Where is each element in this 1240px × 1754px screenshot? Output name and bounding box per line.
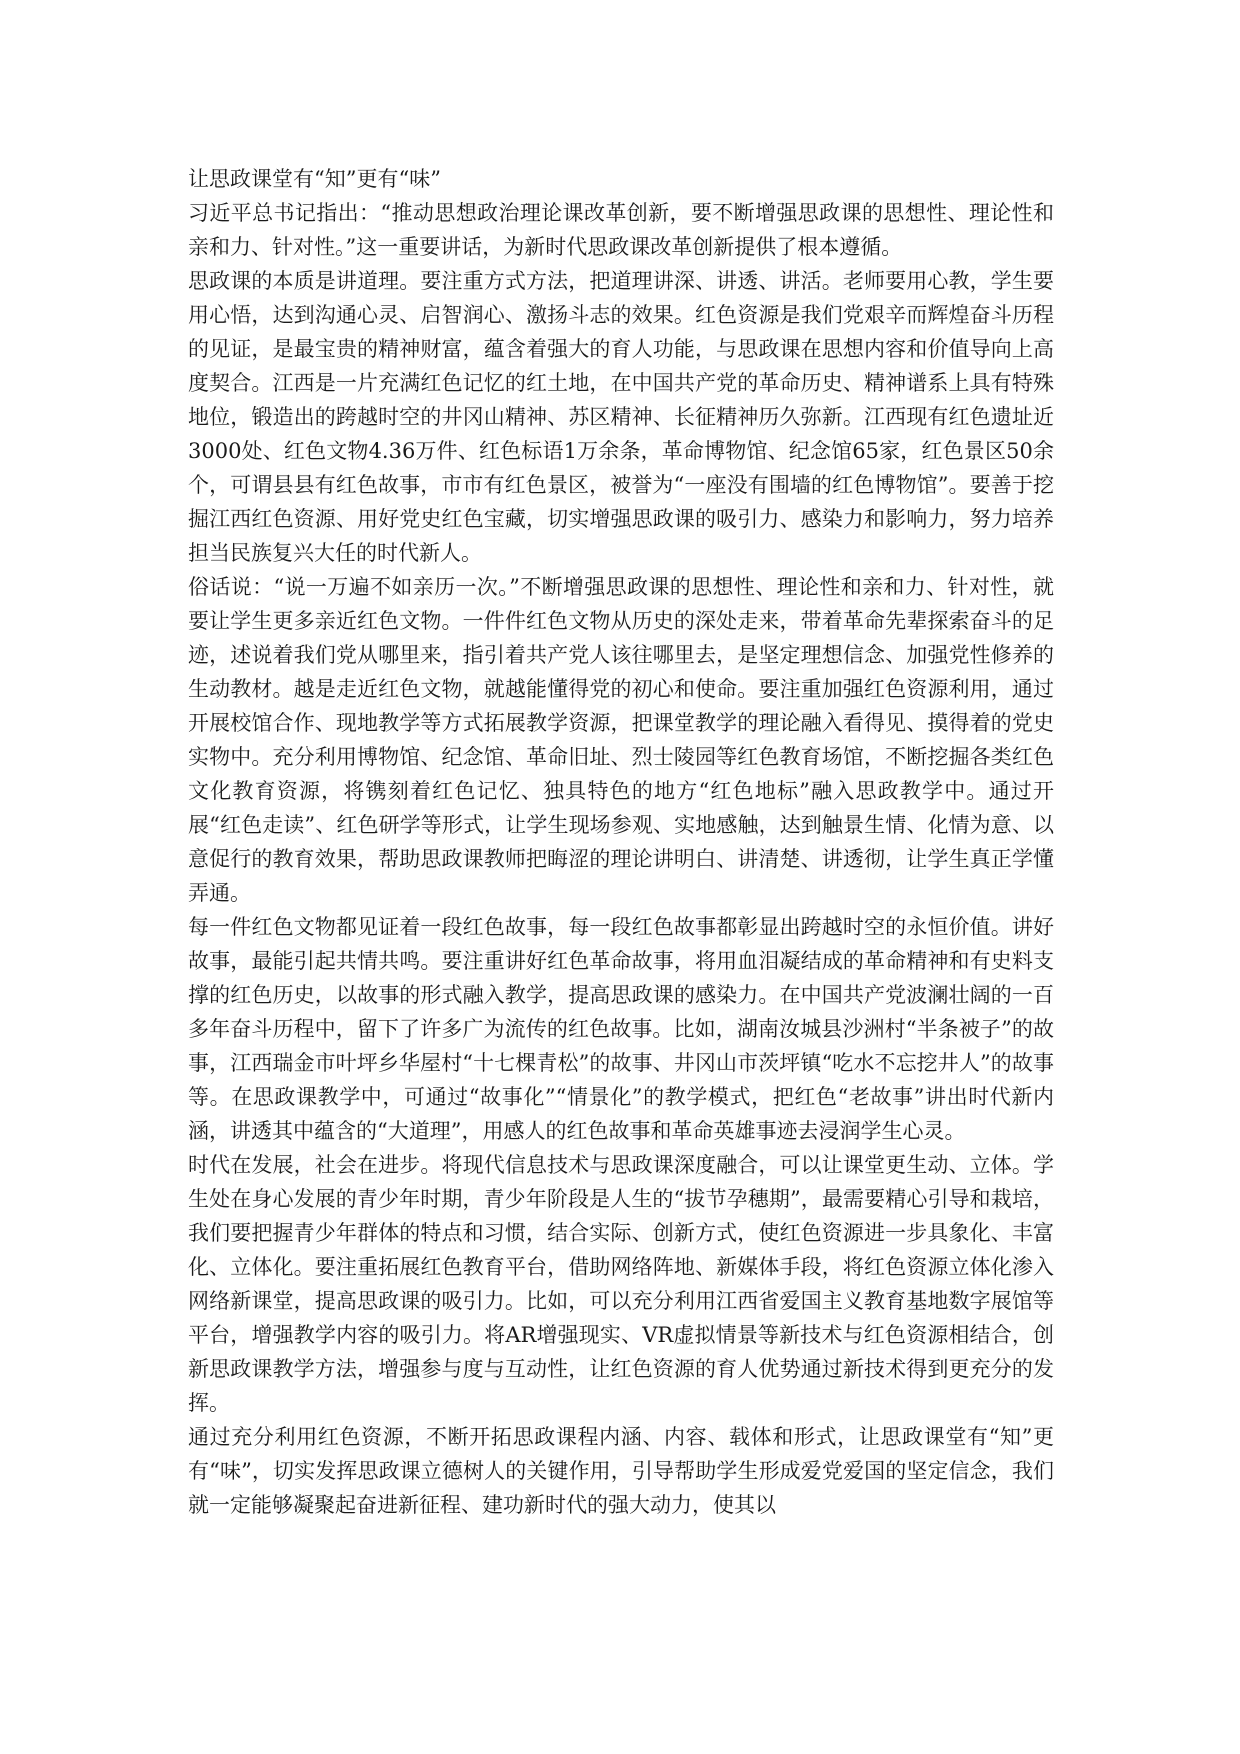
paragraph-2: 思政课的本质是讲道理。要注重方式方法，把道理讲深、讲透、讲活。老师要用心教，学生要用心悟，达到沟通心灵、启智润心、激扬斗志的效果。红色资源是我们党艰辛而辉煌奋斗历程的见证，是最宝贵的精神财富，蕴含着强大的育人功能，与思政课在思想内容和价值导向上高度契合。江西是一片充满红色记忆的红土地，在中国共产党的革命历史、精神谱系上具有特殊地位，锻造出的跨越时空的井冈山精神、苏区精神、长征精神历久弥新。江西现有红色遗址近3000处、红色文物4.36万件、红色标语1万余条，革命博物馆、纪念馆65家，红色景区50余个，可谓县县有红色故事，市市有红色景区，被誉为“一座没有围墙的红色博物馆”。要善于挖掘江西红色资源、用好党史红色宝藏，切实增强思政课的吸引力、感染力和影响力，努力培养担当民族复兴大任的时代新人。 [188, 269, 1054, 565]
paragraph-1: 习近平总书记指出：“推动思想政治理论课改革创新，要不断增强思政课的思想性、理论性和亲和力、针对性。”这一重要讲话，为新时代思政课改革创新提供了根本遵循。 [188, 201, 1054, 259]
paragraph-6: 通过充分利用红色资源，不断开拓思政课程内涵、内容、载体和形式，让思政课堂有“知”更有“味”，切实发挥思政课立德树人的关键作用，引导帮助学生形成爱党爱国的坚定信念，我们就一定能够凝聚起奋进新征程、建功新时代的强大动力，使其以 [188, 1425, 1054, 1517]
document-page [188, 162, 1054, 1522]
document-title: 让思政课堂有“知”更有“味” [188, 167, 441, 191]
paragraph-5: 时代在发展，社会在进步。将现代信息技术与思政课深度融合，可以让课堂更生动、立体。学生处在身心发展的青少年时期，青少年阶段是人生的“拔节孕穗期”，最需要精心引导和栽培，我们要把握青少年群体的特点和习惯，结合实际、创新方式，使红色资源进一步具象化、丰富化、立体化。要注重拓展红色教育平台，借助网络阵地、新媒体手段，将红色资源立体化渗入网络新课堂，提高思政课的吸引力。比如，可以充分利用江西省爱国主义教育基地数字展馆等平台，增强教学内容的吸引力。将AR增强现实、VR虚拟情景等新技术与红色资源相结合，创新思政课教学方法，增强参与度与互动性，让红色资源的育人优势通过新技术得到更充分的发挥。 [188, 1153, 1054, 1415]
paragraph-3: 俗话说：“说一万遍不如亲历一次。”不断增强思政课的思想性、理论性和亲和力、针对性，就要让学生更多亲近红色文物。一件件红色文物从历史的深处走来，带着革命先辈探索奋斗的足迹，述说着我们党从哪里来，指引着共产党人该往哪里去，是坚定理想信念、加强党性修养的生动教材。越是走近红色文物，就越能懂得党的初心和使命。要注重加强红色资源利用，通过开展校馆合作、现地教学等方式拓展教学资源，把课堂教学的理论融入看得见、摸得着的党史实物中。充分利用博物馆、纪念馆、革命旧址、烈士陵园等红色教育场馆，不断挖掘各类红色文化教育资源，将镌刻着红色记忆、独具特色的地方“红色地标”融入思政教学中。通过开展“红色走读”、红色研学等形式，让学生现场参观、实地感触，达到触景生情、化情为意、以意促行的教育效果，帮助思政课教师把晦涩的理论讲明白、讲清楚、讲透彻，让学生真正学懂弄通。 [188, 575, 1054, 905]
paragraph-4: 每一件红色文物都见证着一段红色故事，每一段红色故事都彰显出跨越时空的永恒价值。讲好故事，最能引起共情共鸣。要注重讲好红色革命故事，将用血泪凝结成的革命精神和有史料支撑的红色历史，以故事的形式融入教学，提高思政课的感染力。在中国共产党波澜壮阔的一百多年奋斗历程中，留下了许多广为流传的红色故事。比如，湖南汝城县沙洲村“半条被子”的故事，江西瑞金市叶坪乡华屋村“十七棵青松”的故事、井冈山市茨坪镇“吃水不忘挖井人”的故事等。在思政课教学中，可通过“故事化”“情景化”的教学模式，把红色“老故事”讲出时代新内涵，讲透其中蕴含的“大道理”，用感人的红色故事和革命英雄事迹去浸润学生心灵。 [188, 915, 1054, 1143]
